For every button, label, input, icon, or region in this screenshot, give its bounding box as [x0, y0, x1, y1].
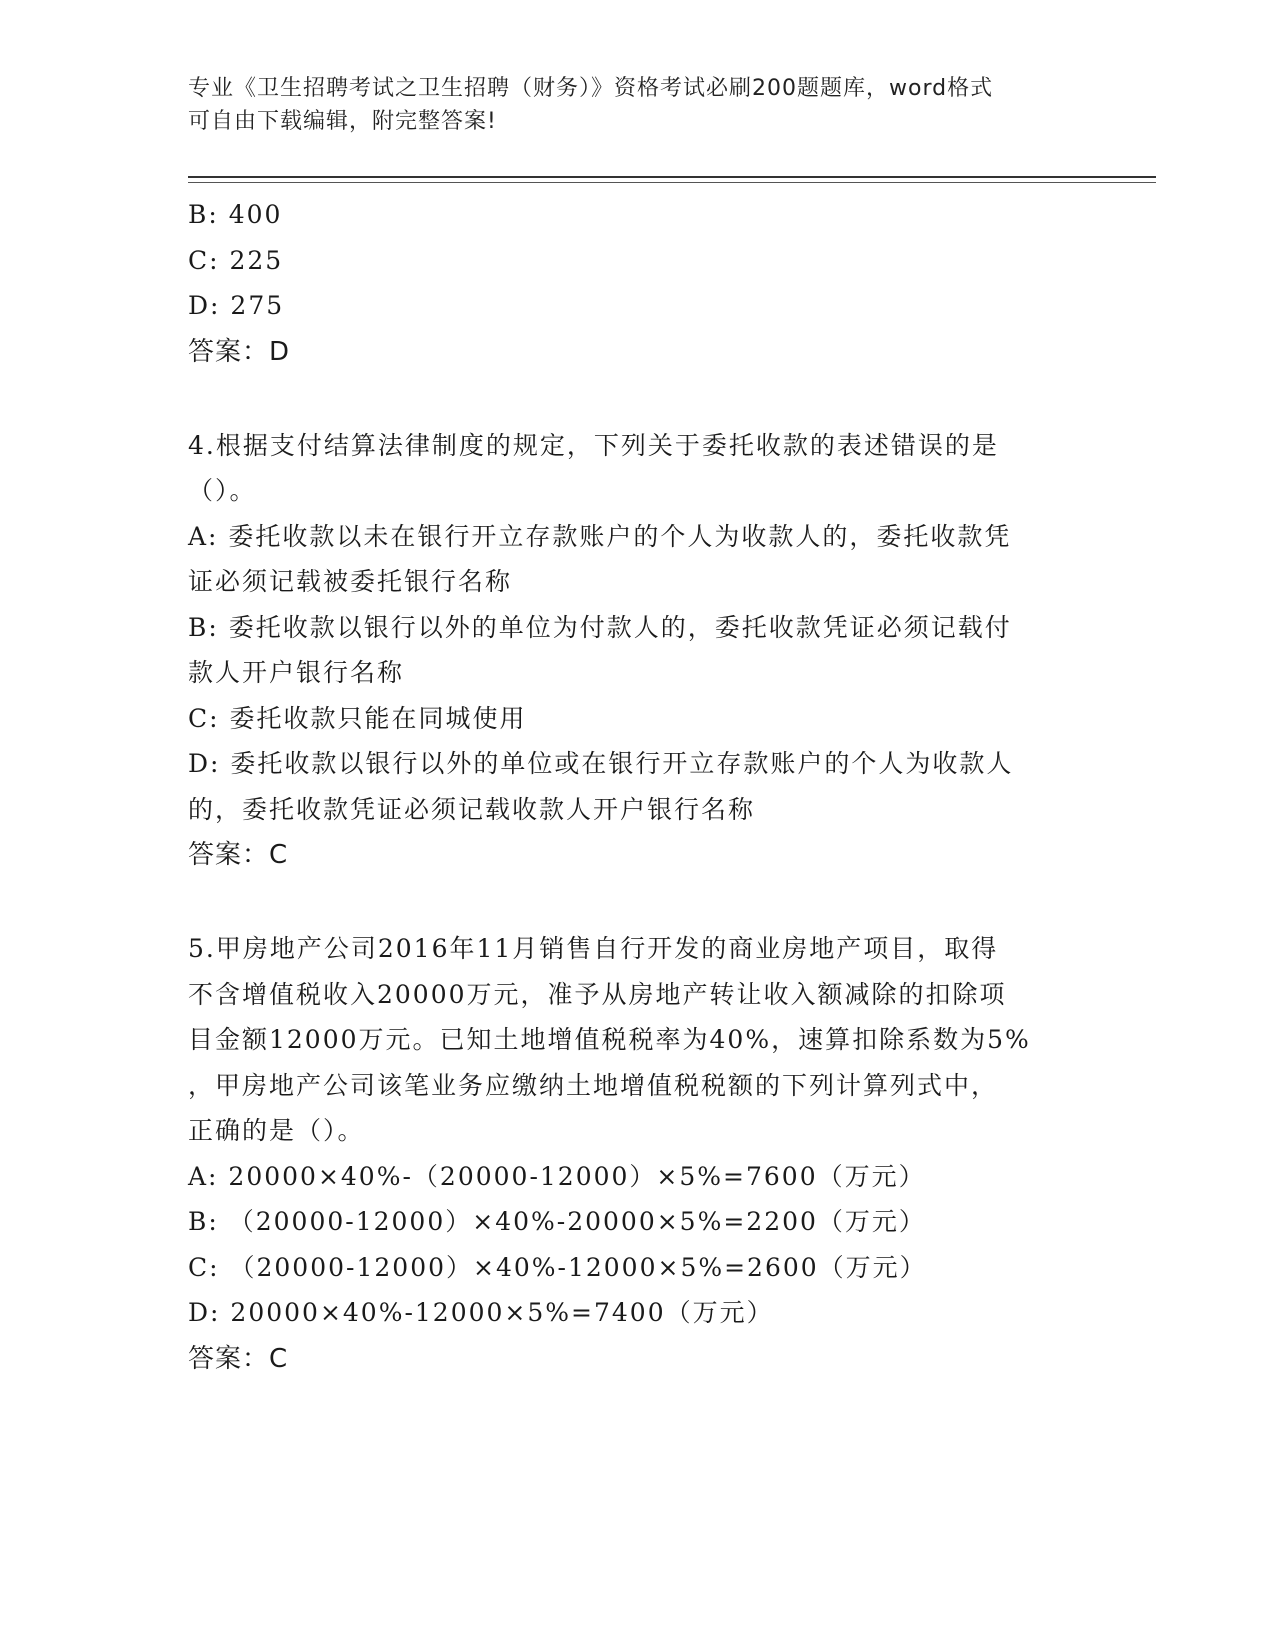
option-b: B: （20000-12000）×40%-20000×5%=2200（万元） — [188, 1207, 926, 1236]
option-b: B: 委托收款以银行以外的单位为付款人的，委托收款凭证必须记载付 — [188, 612, 1012, 642]
document-body — [188, 192, 1088, 1382]
answer-line: 答案：D — [188, 336, 291, 367]
document-header — [188, 72, 1088, 138]
option-d: D: 委托收款以银行以外的单位或在银行开立存款账户的个人为收款人 — [188, 749, 1014, 778]
option-d: D: 275 — [188, 291, 285, 320]
header-divider-thin — [188, 182, 1156, 183]
question-stem-line: ，甲房地产公司该笔业务应缴纳土地增值税税额的下列计算列式中， — [188, 1070, 999, 1100]
question-5 — [188, 926, 1088, 1382]
question-stem-line: 正确的是（）。 — [188, 1116, 365, 1145]
question-stem-line: （）。 — [188, 476, 257, 505]
option-a: A: 委托收款以未在银行开立存款账户的个人为收款人的，委托收款凭 — [188, 521, 1012, 551]
header-divider-thick — [188, 176, 1156, 178]
option-a: A: 20000×40%-（20000-12000）×5%=7600（万元） — [188, 1161, 926, 1191]
answer-line: 答案：C — [188, 1343, 289, 1374]
question-4 — [188, 423, 1088, 879]
question-stem-line: 5.甲房地产公司2016年11月销售自行开发的商业房地产项目，取得 — [188, 934, 999, 963]
option-c: C: 委托收款只能在同城使用 — [188, 703, 527, 733]
header-title-line-2: 可自由下载编辑，附完整答案! — [188, 109, 497, 134]
option-c: C: （20000-12000）×40%-12000×5%=2600（万元） — [188, 1252, 927, 1282]
option-d: D: 20000×40%-12000×5%=7400（万元） — [188, 1298, 774, 1327]
option-b: B: 400 — [188, 200, 283, 229]
option-b-cont: 款人开户银行名称 — [188, 658, 405, 687]
header-title-line-1: 专业《卫生招聘考试之卫生招聘（财务）》资格考试必刷200题题库，word格式 — [188, 76, 994, 101]
option-c: C: 225 — [188, 245, 284, 275]
question-stem-line: 4.根据支付结算法律制度的规定，下列关于委托收款的表述错误的是 — [188, 430, 999, 460]
question-stem-line: 不含增值税收入20000万元，准予从房地产转让收入额减除的扣除项 — [188, 979, 1007, 1009]
answer-line: 答案：C — [188, 840, 289, 870]
spacer — [188, 375, 1088, 423]
question-3-tail — [188, 192, 1088, 375]
spacer — [188, 878, 1088, 926]
question-stem-line: 目金额12000万元。已知土地增值税税率为40%，速算扣除系数为5% — [188, 1025, 1031, 1054]
option-d-cont: 的，委托收款凭证必须记载收款人开户银行名称 — [188, 794, 756, 824]
option-a-cont: 证必须记载被委托银行名称 — [188, 567, 513, 596]
